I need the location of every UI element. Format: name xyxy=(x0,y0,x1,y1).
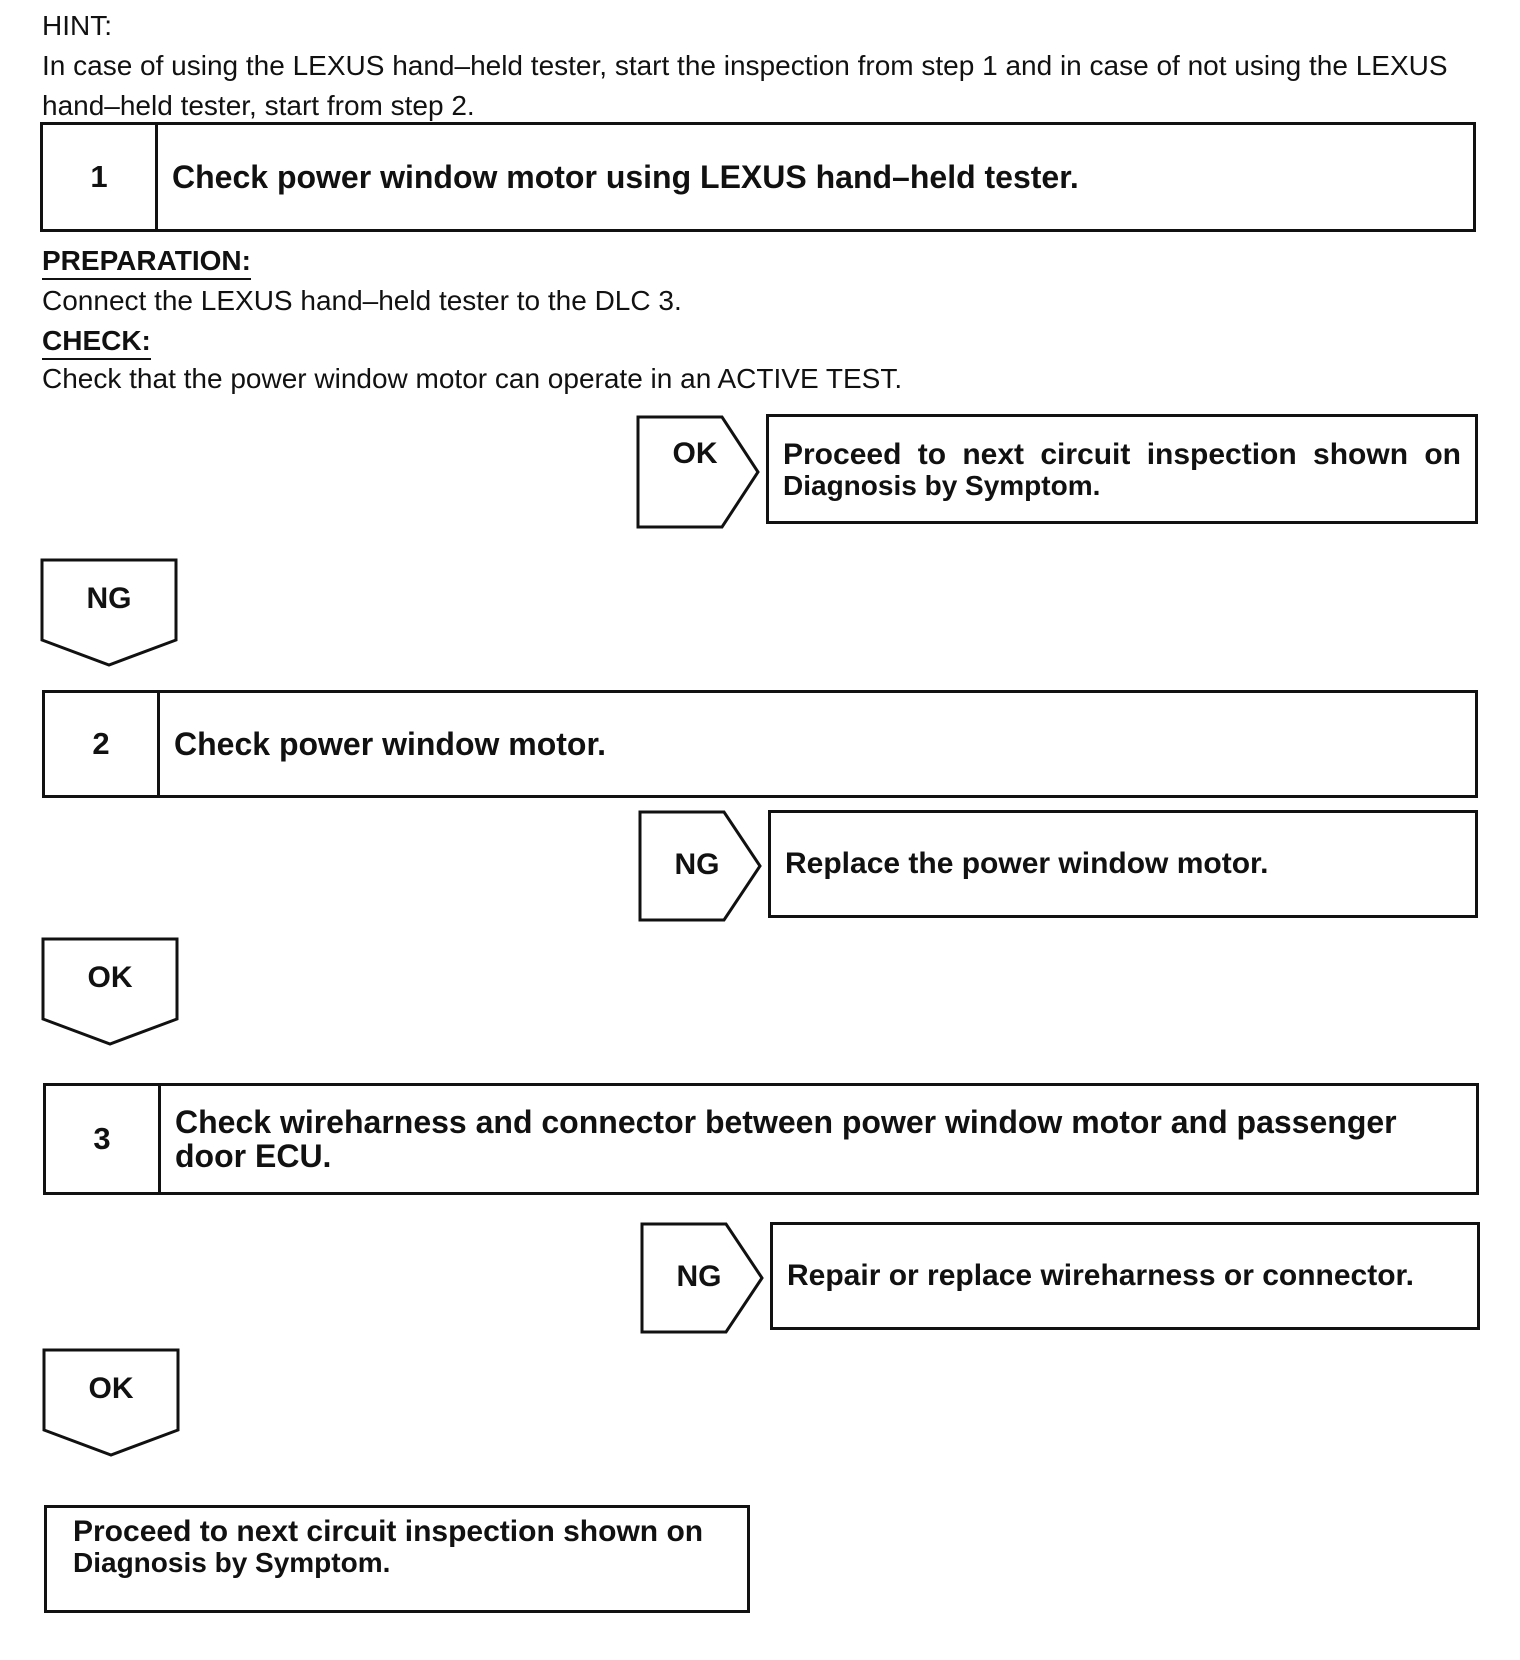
ng-tag-1: NG xyxy=(86,582,132,615)
preparation-text: Connect the LEXUS hand–held tester to the DLC 3. xyxy=(42,285,682,316)
check-label: CHECK: xyxy=(42,324,151,360)
step-3-box xyxy=(43,1083,1479,1195)
ng-result-3: Repair or replace wireharness or connector. xyxy=(770,1222,1480,1330)
ng-result-2: Replace the power window motor. xyxy=(768,810,1478,918)
final-result xyxy=(44,1505,750,1613)
ok-tag-3: OK xyxy=(88,1372,134,1405)
step-2-number: 2 xyxy=(45,693,160,795)
step-1-box xyxy=(40,122,1476,232)
step-1-title: Check power window motor using LEXUS hand–held tester. xyxy=(172,159,1079,195)
ok-tag-1: OK xyxy=(672,437,718,470)
step-1-number: 1 xyxy=(43,125,158,229)
ok-result-1-line1: Proceed to next circuit inspection shown on xyxy=(783,438,1461,471)
final-result-line2: Diagnosis by Symptom. xyxy=(73,1547,391,1578)
ok-result-1-line2: Diagnosis by Symptom. xyxy=(783,470,1101,501)
step-3-title: Check wireharness and connector between power window motor and passenger door ECU. xyxy=(175,1104,1397,1174)
ok-tag-2: OK xyxy=(87,961,133,994)
ok-result-1 xyxy=(766,414,1478,524)
ng-tag-3: NG xyxy=(676,1260,722,1293)
check-text: Check that the power window motor can operate in an ACTIVE TEST. xyxy=(42,363,903,394)
hint-label: HINT: xyxy=(42,10,112,41)
ok-arrow-shape-1 xyxy=(638,417,758,527)
final-result-line1: Proceed to next circuit inspection shown on xyxy=(73,1515,704,1548)
ng-tag-2: NG xyxy=(674,848,720,881)
preparation-label: PREPARATION: xyxy=(42,244,251,280)
hint-text: In case of using the LEXUS hand–held tester, start the inspection from step 1 and in case of not using the LEXUS hand–held tester, start from step 2. xyxy=(42,50,1448,121)
step-3-number: 3 xyxy=(46,1086,161,1192)
step-2-box xyxy=(42,690,1478,798)
step-2-title: Check power window motor. xyxy=(174,726,607,762)
